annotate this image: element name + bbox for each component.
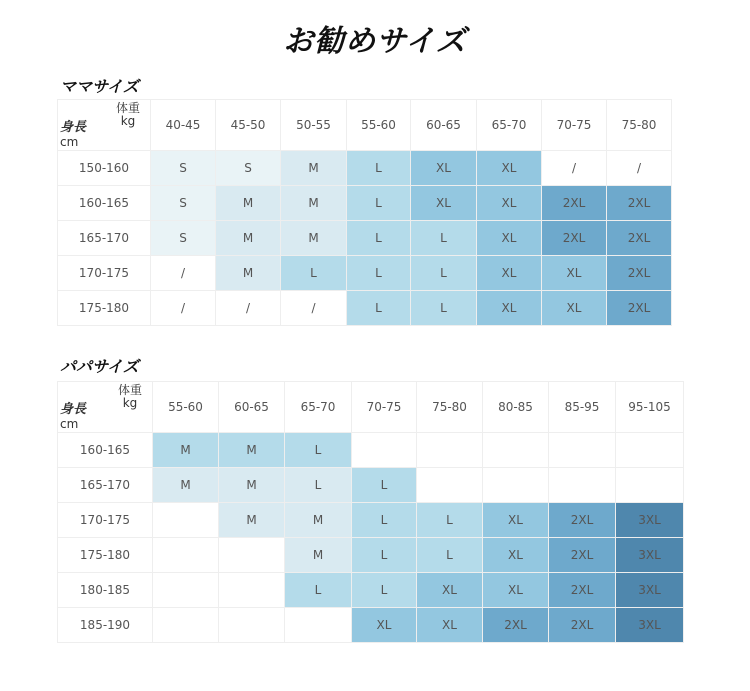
size-cell	[153, 573, 219, 608]
height-row-header: 185-190	[58, 608, 153, 643]
table-row	[58, 468, 684, 503]
size-cell: 2XL	[549, 608, 616, 643]
table-row	[58, 433, 684, 468]
mama-header-row	[58, 100, 672, 151]
size-cell: M	[281, 221, 347, 256]
size-cell: 3XL	[616, 608, 684, 643]
size-cell: XL	[411, 151, 477, 186]
size-cell: XL	[477, 221, 542, 256]
table-row	[58, 608, 684, 643]
size-cell: XL	[542, 256, 607, 291]
table-row	[58, 503, 684, 538]
size-cell: L	[411, 221, 477, 256]
size-cell: S	[151, 151, 216, 186]
size-cell: XL	[483, 503, 549, 538]
size-cell: L	[352, 573, 417, 608]
page-title: お勧めサイズ	[283, 24, 467, 59]
size-cell: 2XL	[542, 186, 607, 221]
papa-header-row	[58, 382, 684, 433]
size-cell: M	[219, 433, 285, 468]
weight-label: 体重 kg	[115, 101, 140, 128]
size-cell: 2XL	[607, 221, 672, 256]
size-cell: L	[285, 433, 352, 468]
size-cell: M	[285, 538, 352, 573]
papa-section-title: パパサイズ	[60, 357, 139, 376]
size-cell: 2XL	[607, 291, 672, 326]
size-cell: 2XL	[607, 186, 672, 221]
size-cell	[153, 608, 219, 643]
size-cell: /	[151, 256, 216, 291]
size-cell	[483, 433, 549, 468]
size-cell	[417, 433, 483, 468]
table-row	[58, 221, 672, 256]
size-cell: L	[352, 503, 417, 538]
weight-column-header: 75-80	[417, 382, 483, 433]
height-row-header: 170-175	[58, 503, 153, 538]
size-cell: L	[347, 151, 411, 186]
size-cell	[285, 608, 352, 643]
weight-column-header: 85-95	[549, 382, 616, 433]
size-cell: XL	[352, 608, 417, 643]
size-cell	[153, 503, 219, 538]
size-cell	[219, 538, 285, 573]
size-cell: L	[417, 538, 483, 573]
table-row	[58, 186, 672, 221]
height-row-header: 180-185	[58, 573, 153, 608]
size-cell: XL	[483, 538, 549, 573]
weight-column-header: 60-65	[219, 382, 285, 433]
size-cell: 2XL	[542, 221, 607, 256]
size-cell: /	[607, 151, 672, 186]
height-row-header: 175-180	[58, 291, 151, 326]
size-cell: /	[151, 291, 216, 326]
size-cell: XL	[483, 573, 549, 608]
mama-corner-cell	[58, 100, 151, 151]
size-cell: L	[281, 256, 347, 291]
height-label: 身長 cm	[60, 402, 87, 431]
size-cell: L	[347, 291, 411, 326]
weight-column-header: 70-75	[352, 382, 417, 433]
weight-column-header: 65-70	[477, 100, 542, 151]
height-row-header: 160-165	[58, 186, 151, 221]
height-row-header: 170-175	[58, 256, 151, 291]
size-cell: S	[216, 151, 281, 186]
height-row-header: 165-170	[58, 468, 153, 503]
size-cell	[483, 468, 549, 503]
table-row	[58, 538, 684, 573]
weight-column-header: 60-65	[411, 100, 477, 151]
size-cell	[616, 433, 684, 468]
size-cell: L	[347, 256, 411, 291]
size-cell	[549, 468, 616, 503]
size-cell: M	[216, 186, 281, 221]
size-cell: M	[219, 503, 285, 538]
weight-column-header: 65-70	[285, 382, 352, 433]
size-cell: M	[153, 468, 219, 503]
mama-section-title: ママサイズ	[60, 77, 139, 96]
size-cell	[219, 573, 285, 608]
height-row-header: 160-165	[58, 433, 153, 468]
weight-column-header: 50-55	[281, 100, 347, 151]
size-cell	[153, 538, 219, 573]
size-cell: M	[153, 433, 219, 468]
size-cell: 2XL	[549, 538, 616, 573]
size-cell: 3XL	[616, 538, 684, 573]
size-cell	[219, 608, 285, 643]
mama-size-table	[57, 99, 672, 326]
papa-corner-cell	[58, 382, 153, 433]
size-cell: L	[417, 503, 483, 538]
size-cell: L	[285, 468, 352, 503]
weight-column-header: 45-50	[216, 100, 281, 151]
size-cell: XL	[477, 291, 542, 326]
height-row-header: 175-180	[58, 538, 153, 573]
size-cell: L	[352, 468, 417, 503]
weight-column-header: 55-60	[347, 100, 411, 151]
size-cell: M	[285, 503, 352, 538]
size-cell: L	[352, 538, 417, 573]
size-cell: L	[347, 186, 411, 221]
weight-label: 体重 kg	[117, 383, 142, 410]
size-cell: M	[219, 468, 285, 503]
weight-column-header: 70-75	[542, 100, 607, 151]
size-cell: M	[281, 186, 347, 221]
size-cell: XL	[477, 186, 542, 221]
size-cell: XL	[477, 256, 542, 291]
size-cell: 3XL	[616, 503, 684, 538]
size-cell: L	[411, 291, 477, 326]
size-cell: 2XL	[549, 573, 616, 608]
size-cell: L	[285, 573, 352, 608]
size-cell	[352, 433, 417, 468]
size-cell: M	[281, 151, 347, 186]
size-cell: L	[347, 221, 411, 256]
table-row	[58, 291, 672, 326]
size-cell: 2XL	[483, 608, 549, 643]
papa-size-table	[57, 381, 684, 643]
size-cell: XL	[542, 291, 607, 326]
size-cell: XL	[477, 151, 542, 186]
weight-column-header: 80-85	[483, 382, 549, 433]
size-cell: S	[151, 221, 216, 256]
size-cell	[549, 433, 616, 468]
height-row-header: 165-170	[58, 221, 151, 256]
size-cell: XL	[417, 573, 483, 608]
size-cell: XL	[417, 608, 483, 643]
table-row	[58, 256, 672, 291]
weight-column-header: 75-80	[607, 100, 672, 151]
table-row	[58, 151, 672, 186]
size-cell: 2XL	[607, 256, 672, 291]
size-cell: /	[542, 151, 607, 186]
height-label: 身長 cm	[60, 120, 87, 149]
weight-column-header: 95-105	[616, 382, 684, 433]
size-cell: 2XL	[549, 503, 616, 538]
size-cell: L	[411, 256, 477, 291]
weight-column-header: 55-60	[153, 382, 219, 433]
size-cell	[616, 468, 684, 503]
size-cell: M	[216, 256, 281, 291]
table-row	[58, 573, 684, 608]
weight-column-header: 40-45	[151, 100, 216, 151]
size-cell	[417, 468, 483, 503]
height-row-header: 150-160	[58, 151, 151, 186]
size-cell: S	[151, 186, 216, 221]
size-cell: M	[216, 221, 281, 256]
size-cell: /	[216, 291, 281, 326]
size-cell: XL	[411, 186, 477, 221]
size-cell: /	[281, 291, 347, 326]
size-cell: 3XL	[616, 573, 684, 608]
